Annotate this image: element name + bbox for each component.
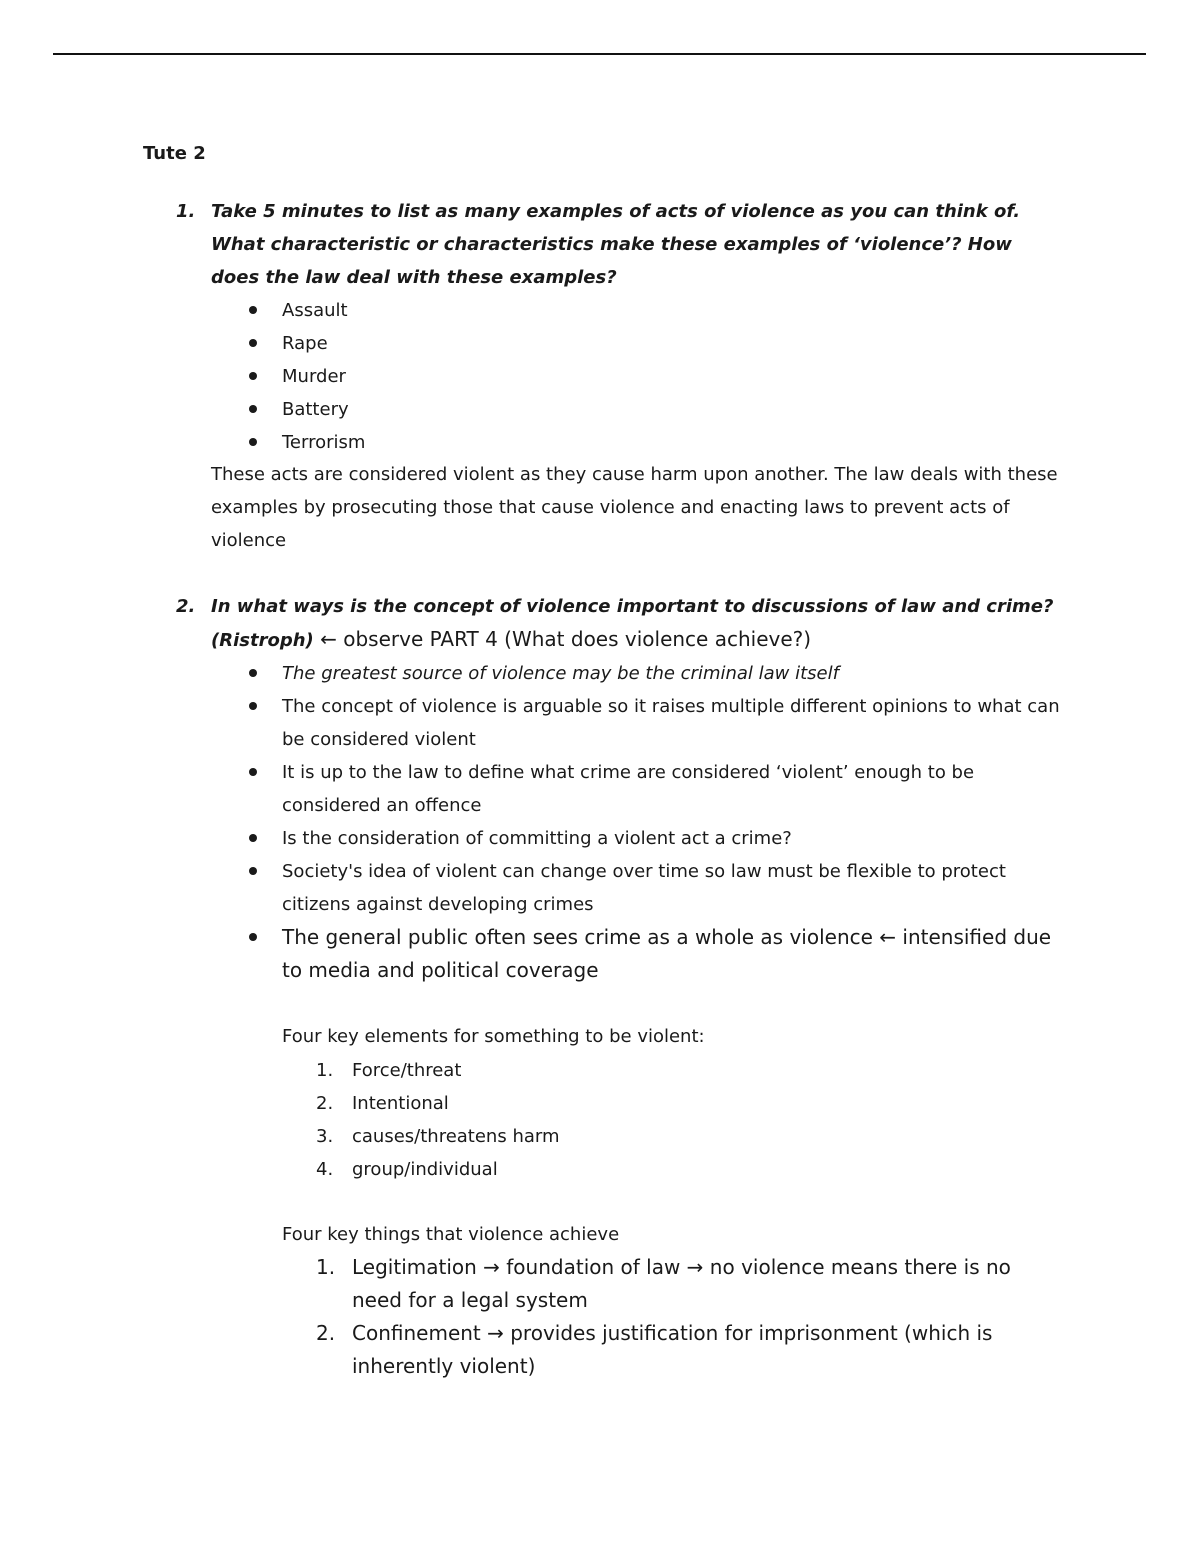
question-1-bullet-list — [246, 294, 1076, 459]
bullet-icon — [249, 669, 257, 677]
bullet-icon — [249, 867, 257, 875]
list-item: Murder — [246, 360, 1076, 393]
achieve-heading: Four key things that violence achieve — [282, 1224, 620, 1245]
list-item: Assault — [246, 294, 1076, 327]
list-item: 2. Confinement → provides justification for imprisonment (which is inherently violent) — [316, 1321, 993, 1378]
header-rule — [53, 53, 1146, 55]
question-2-note: ← observe PART 4 (What does violence achieve?) — [313, 627, 812, 651]
question-2-number: 2. — [176, 596, 196, 617]
question-1-answer: These acts are considered violent as they cause harm upon another. The law deals with these examples by prosecuting those that cause violence and enacting laws to prevent acts of violence — [211, 464, 1058, 551]
achieve-list — [316, 1251, 1036, 1383]
question-2-bullet-list — [246, 657, 1076, 987]
bullet-icon — [249, 834, 257, 842]
bullet-icon — [249, 306, 257, 314]
bullet-icon — [249, 339, 257, 347]
bullet-icon — [249, 438, 257, 446]
list-item: Is the consideration of committing a violent act a crime? — [246, 822, 1076, 855]
question-1-text: Take 5 minutes to list as many examples of acts of violence as you can think of. What characteristic or characteristics make these examples of ‘violence’? How does the law deal with these examples? — [211, 201, 1021, 288]
list-item: 1. Force/threat — [316, 1060, 462, 1081]
bullet-icon — [249, 702, 257, 710]
list-item: 3. causes/threatens harm — [316, 1126, 560, 1147]
list-item: Battery — [246, 393, 1076, 426]
bullet-icon — [249, 405, 257, 413]
bullet-icon — [249, 372, 257, 380]
document-title: Tute 2 — [143, 143, 206, 164]
list-item: 4. group/individual — [316, 1159, 498, 1180]
elements-heading: Four key elements for something to be violent: — [282, 1026, 705, 1047]
list-item: The greatest source of violence may be the criminal law itself — [246, 657, 1076, 690]
list-item: It is up to the law to define what crime are considered ‘violent’ enough to be considered an offence — [246, 756, 1076, 822]
list-item: Rape — [246, 327, 1076, 360]
list-item: Society's idea of violent can change over time so law must be flexible to protect citizens against developing crimes — [246, 855, 1076, 921]
list-item: Terrorism — [246, 426, 1076, 459]
list-item: The general public often sees crime as a whole as violence ← intensified due to media and political coverage — [246, 921, 1076, 987]
question-2-prompt: In what ways is the concept of violence important to discussions of law and crime? (Ristroph) — [211, 596, 1054, 651]
question-2-text — [211, 590, 1061, 657]
list-item: 2. Intentional — [316, 1093, 449, 1114]
list-item: The concept of violence is arguable so it raises multiple different opinions to what can be considered violent — [246, 690, 1076, 756]
bullet-icon — [249, 768, 257, 776]
question-1-number: 1. — [176, 201, 196, 222]
elements-list — [316, 1054, 1076, 1186]
bullet-icon — [249, 933, 257, 941]
list-item: 1. Legitimation → foundation of law → no violence means there is no need for a legal system — [316, 1255, 1011, 1312]
